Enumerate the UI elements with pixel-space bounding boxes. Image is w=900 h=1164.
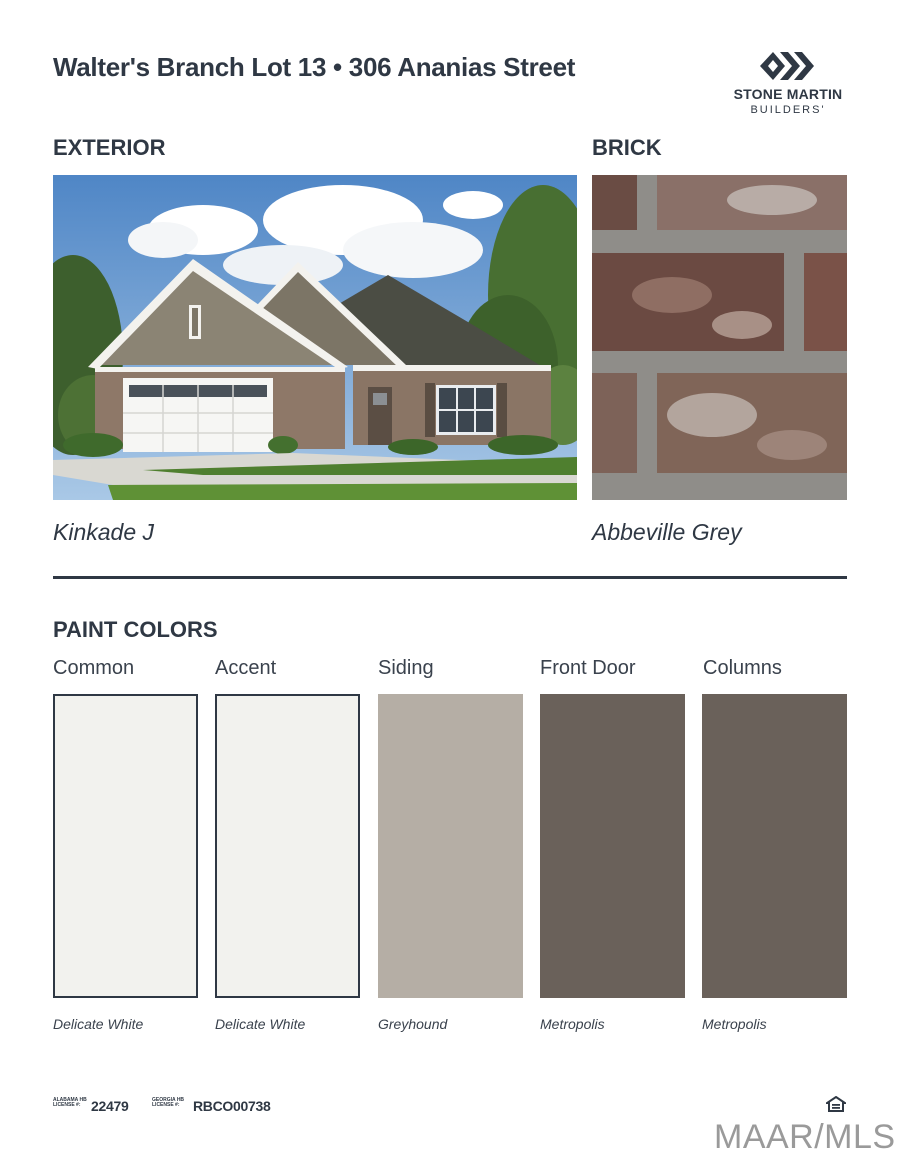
georgia-license-label: GEORGIA HB LICENSE #: <box>152 1097 185 1108</box>
swatch-name-front-door: Metropolis <box>540 1016 605 1032</box>
swatch-name-common: Delicate White <box>53 1016 144 1032</box>
georgia-license-number: RBCO00738 <box>193 1098 271 1114</box>
logo-subtitle: BUILDERS' <box>750 104 826 116</box>
swatch-label-siding: Siding <box>378 657 434 679</box>
swatch-label-accent: Accent <box>215 657 277 679</box>
swatch-columns <box>702 694 847 998</box>
swatch-siding <box>378 694 523 998</box>
swatch-name-columns: Metropolis <box>702 1016 767 1032</box>
swatch-label-common: Common <box>53 657 135 679</box>
brick-heading: BRICK <box>592 135 662 160</box>
logo-name: STONE MARTIN <box>733 86 843 102</box>
swatch-label-columns: Columns <box>703 657 782 679</box>
swatch-common <box>53 694 198 998</box>
swatch-accent <box>215 694 360 998</box>
page-title: Walter's Branch Lot 13 • 306 Ananias Street <box>53 52 576 82</box>
chevron-logo-icon <box>760 50 818 82</box>
swatch-front-door <box>540 694 685 998</box>
equal-housing-icon <box>826 1096 846 1112</box>
exterior-heading: EXTERIOR <box>53 135 166 160</box>
exterior-model-name: Kinkade J <box>53 519 155 545</box>
swatch-label-front-door: Front Door <box>540 657 636 679</box>
swatch-name-siding: Greyhound <box>378 1016 448 1032</box>
paint-colors-heading: PAINT COLORS <box>53 617 218 642</box>
brick-sample <box>592 175 847 500</box>
swatch-name-accent: Delicate White <box>215 1016 306 1032</box>
mls-watermark: MAAR/MLS <box>714 1118 896 1156</box>
alabama-license-label: ALABAMA HB LICENSE #: <box>53 1097 87 1108</box>
company-logo <box>726 48 850 123</box>
brick-name: Abbeville Grey <box>592 519 742 545</box>
alabama-license-number: 22479 <box>91 1098 129 1114</box>
section-divider <box>53 576 847 579</box>
exterior-rendering <box>53 175 577 500</box>
